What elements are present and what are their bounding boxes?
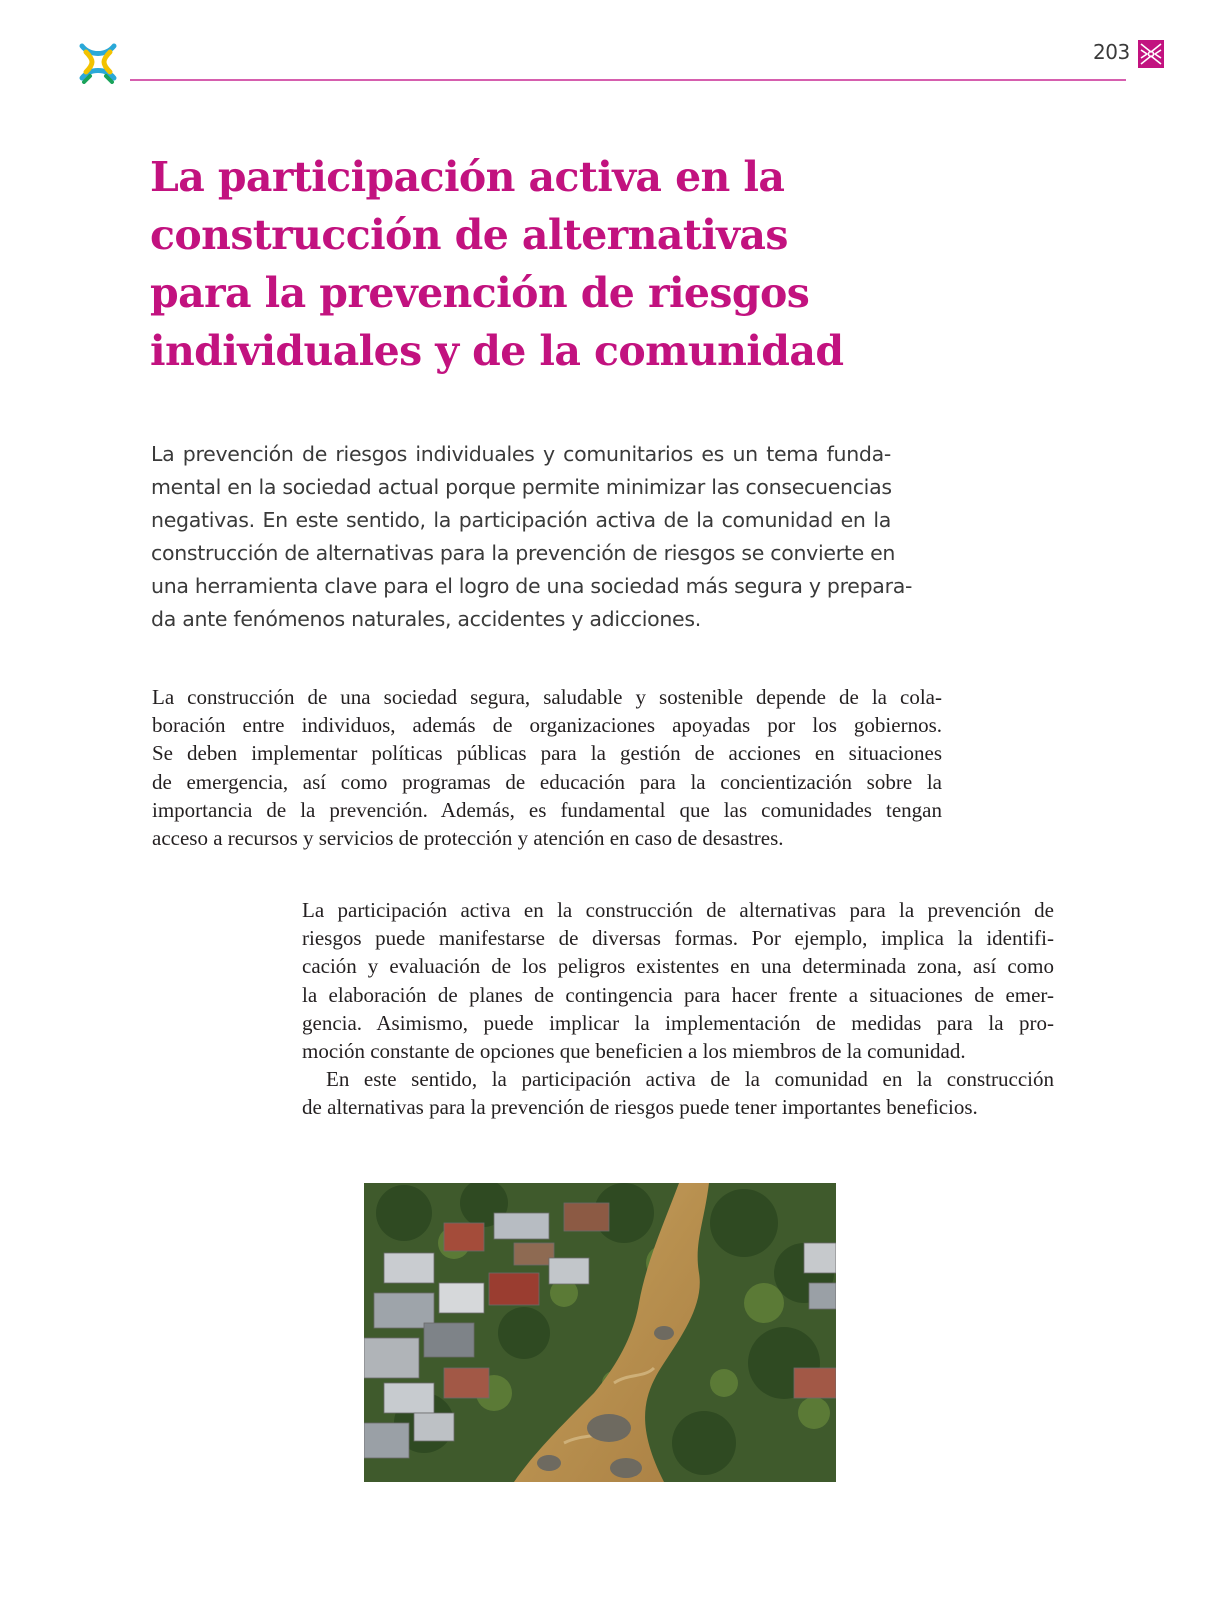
body-paragraph-2 <box>302 896 1054 1122</box>
paragraph-line: importancia de la prevención. Además, es fundamental que las comunidades tengan <box>152 797 942 822</box>
paragraph-line: la elaboración de planes de contingencia para hacer frente a situaciones de emer- <box>302 982 1054 1007</box>
intro-line: da ante fenómenos naturales, accidentes y adicciones. <box>151 607 701 631</box>
paragraph-line: cación y evaluación de los peligros existentes en una determinada zona, así como <box>302 954 1054 979</box>
title-line: construcción de alternativas <box>150 211 788 259</box>
intro-line: mental en la sociedad actual porque permite minimizar las consecuencias <box>151 475 892 499</box>
paragraph-line: acceso a recursos y servicios de protección y atención en caso de desastres. <box>152 826 784 851</box>
paragraph-line: La construcción de una sociedad segura, saludable y sostenible depende de la cola- <box>152 685 942 709</box>
page-title <box>150 148 970 380</box>
intro-paragraph <box>151 438 913 636</box>
intro-line: una herramienta clave para el logro de una sociedad más segura y prepara- <box>151 574 913 598</box>
aerial-flooded-river-neighborhood-photo <box>364 1183 836 1482</box>
paragraph-line: moción constante de opciones que beneficien a los miembros de la comunidad. <box>302 1039 966 1064</box>
paragraph-line: En este sentido, la participación activa de la comunidad en la construcción <box>326 1067 1054 1092</box>
paragraph-line: de alternativas para la prevención de riesgos puede tener importantes beneficios. <box>302 1095 978 1120</box>
paragraph-line: gencia. Asimismo, puede implicar la implementación de medidas para la pro- <box>302 1010 1054 1035</box>
header-rule <box>130 79 1126 81</box>
title-line: para la prevención de riesgos <box>150 269 810 317</box>
title-line: individuales y de la comunidad <box>150 327 844 375</box>
cross-link-logo-icon <box>76 40 120 84</box>
pink-pattern-ornament-icon <box>1138 40 1164 68</box>
paragraph-line: boración entre individuos, además de organizaciones apoyadas por los gobiernos. <box>152 713 942 738</box>
body-paragraph-1 <box>152 683 942 852</box>
intro-line: negativas. En este sentido, la participación activa de la comunidad en la <box>151 508 891 532</box>
paragraph-line: La participación activa en la construcción de alternativas para la prevención de <box>302 898 1054 922</box>
intro-line: construcción de alternativas para la prevención de riesgos se convierte en <box>151 541 896 565</box>
title-line: La participación activa en la <box>150 153 785 201</box>
page-number: 203 <box>1093 40 1130 64</box>
paragraph-line: de emergencia, así como programas de educación para la concientización sobre la <box>152 769 942 794</box>
paragraph-line: riesgos puede manifestarse de diversas formas. Por ejemplo, implica la identifi- <box>302 926 1054 951</box>
intro-line: La prevención de riesgos individuales y comunitarios es un tema funda- <box>151 442 891 466</box>
paragraph-line: Se deben implementar políticas públicas para la gestión de acciones en situaciones <box>152 741 942 766</box>
